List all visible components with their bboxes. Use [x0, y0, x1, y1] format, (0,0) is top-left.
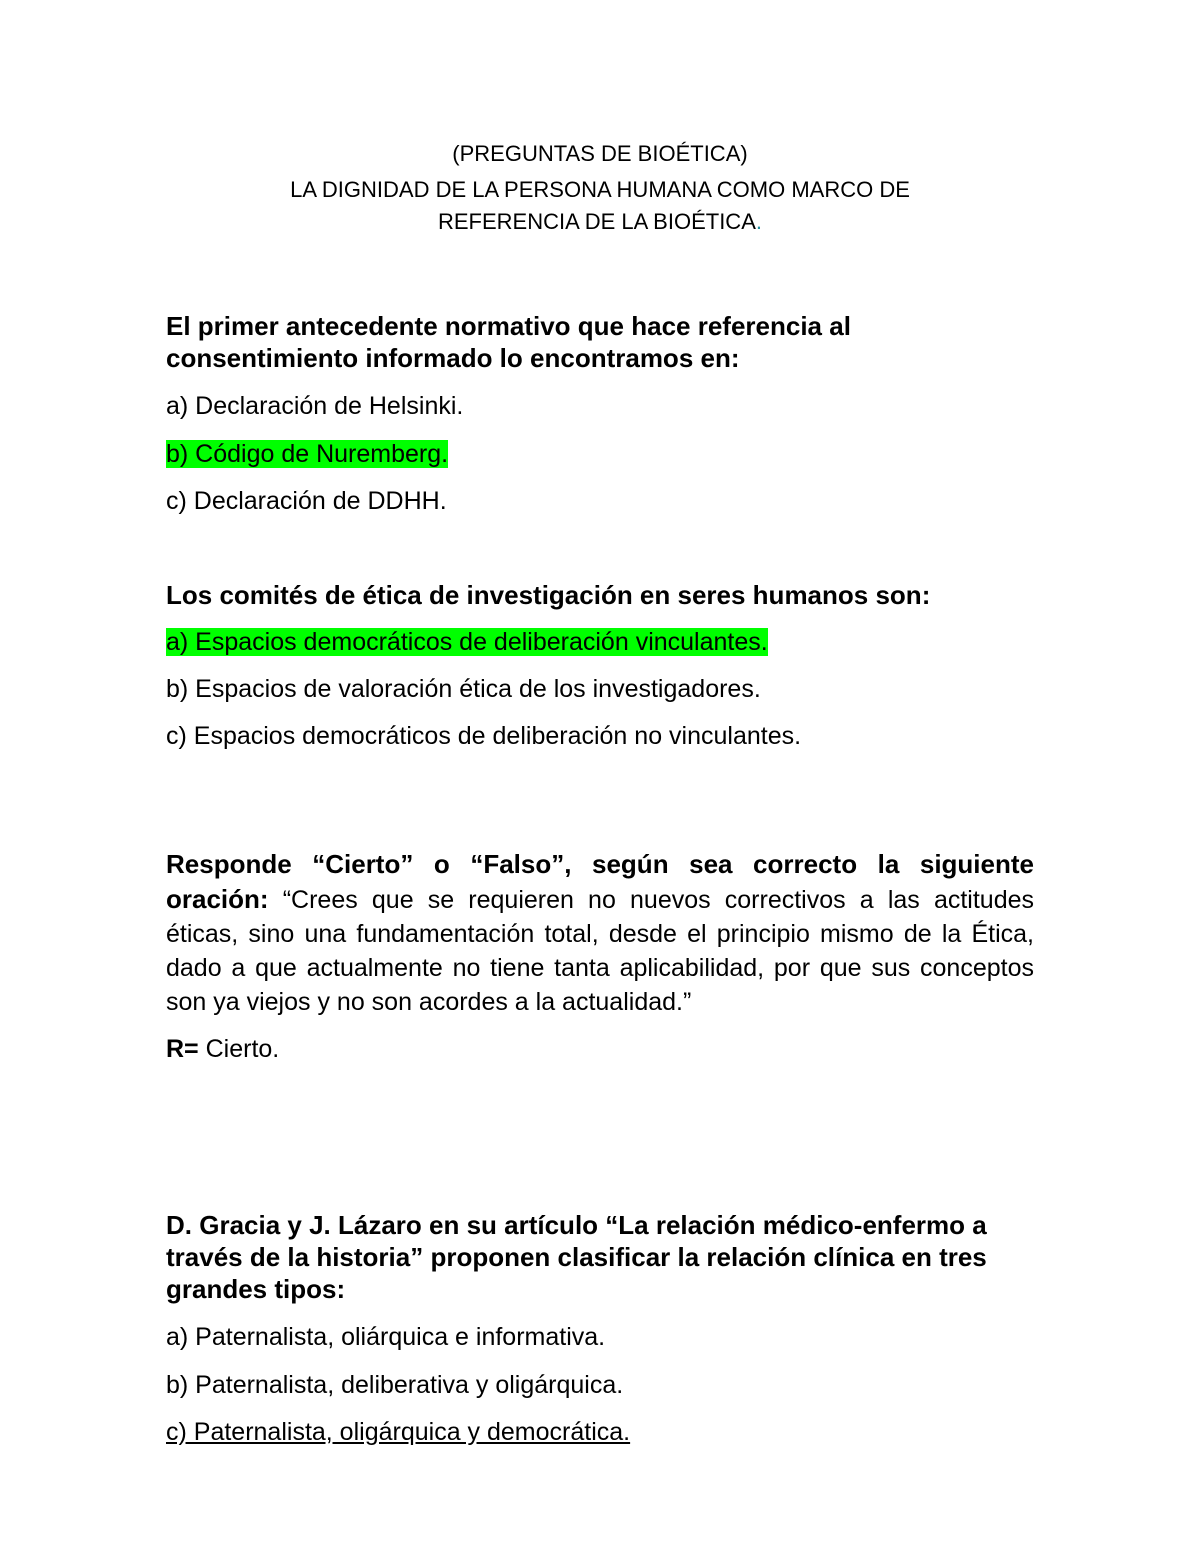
question-1-option-c: c) Declaración de DDHH. [166, 487, 447, 515]
question-3-prompt [166, 847, 1034, 1019]
question-4-option-c-underlined: c) Paternalista, oligárquica y democrática. [166, 1418, 631, 1446]
document-header [150, 138, 1050, 238]
question-2-option-c: c) Espacios democráticos de deliberación no vinculantes. [166, 722, 802, 750]
question-2-title: Los comités de ética de investigación en seres humanos son: [166, 580, 931, 610]
question-1-title-line1: El primer antecedente normativo que hace referencia al [166, 311, 851, 341]
question-3 [166, 847, 1034, 1065]
header-title-line1: LA DIGNIDAD DE LA PERSONA HUMANA COMO MARCO DE [290, 177, 910, 202]
question-1-title-line2: consentimiento informado lo encontramos en: [166, 343, 740, 373]
question-4 [166, 1209, 1034, 1469]
question-1 [166, 310, 1034, 530]
header-subject: (PREGUNTAS DE BIOÉTICA) [452, 141, 748, 166]
question-1-option-a: a) Declaración de Helsinki. [166, 392, 464, 420]
header-title-dot: . [755, 209, 762, 234]
question-2-option-b: b) Espacios de valoración ética de los investigadores. [166, 675, 761, 703]
question-3-prompt-text: “Crees que se requieren no nuevos correctivos a las actitudes éticas, sino una fundamentación total, desde el principio mismo de la Ética, dado a que actualmente no tiene tanta aplicabilidad, por que sus conceptos son ya viejos y no son acordes a la actualidad.” [166, 886, 1034, 1016]
question-3-answer-text: Cierto. [198, 1035, 280, 1063]
header-title-line2 [150, 206, 1050, 238]
question-2-option-a [166, 626, 768, 658]
question-3-answer [166, 1033, 1034, 1065]
question-2 [166, 579, 1034, 759]
question-2-option-a-highlight: a) Espacios democráticos de deliberación vinculantes. [166, 628, 768, 656]
question-4-option-b: b) Paternalista, deliberativa y oligárquica. [166, 1371, 624, 1399]
question-4-title: D. Gracia y J. Lázaro en su artículo “La relación médico-enfermo a través de la historia” proponen clasificar la relación clínica en tres grandes tipos: [166, 1210, 987, 1304]
question-1-option-b-highlight: b) Código de Nuremberg. [166, 440, 449, 468]
question-4-option-a: a) Paternalista, oliárquica e informativa. [166, 1323, 606, 1351]
header-title-text: REFERENCIA DE LA BIOÉTICA [438, 209, 756, 234]
question-3-prompt-bold: Responde “Cierto” o “Falso”, según sea correcto la siguiente oración: [166, 849, 1034, 914]
question-1-option-b [166, 438, 448, 470]
question-3-answer-label: R= [166, 1035, 199, 1063]
question-4-option-c [166, 1416, 630, 1448]
